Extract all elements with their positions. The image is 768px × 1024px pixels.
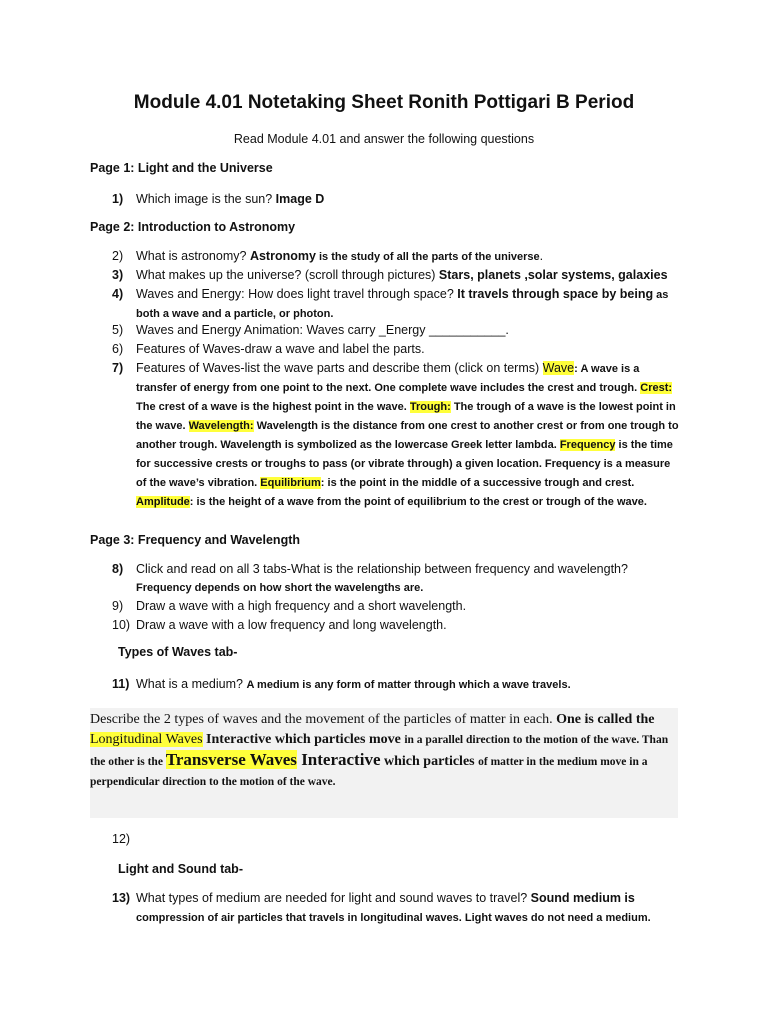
describe-wave-types xyxy=(90,710,682,792)
answer-text: Image D xyxy=(275,192,325,206)
question-text: Features of Waves-list the wave parts and describe them (click on terms) xyxy=(136,361,543,375)
question-number: 9) xyxy=(112,599,124,613)
describe-answer-part: which particles xyxy=(380,754,479,769)
question-text: What is a medium? xyxy=(136,677,247,691)
def-frequency: is the time for successive crests or troughs to pass (or vibrate through) a given location. Frequency is a measure of the wave’s vibration. xyxy=(136,439,673,489)
describe-prompt: Describe the 2 types of waves and the movement of the particles of matter in each. xyxy=(90,712,557,727)
page-title: Module 4.01 Notetaking Sheet Ronith Pottigari B Period xyxy=(133,92,635,113)
question-text: Click and read on all 3 tabs-What is the relationship between frequency and wavelength? xyxy=(136,562,628,576)
question-text: What makes up the universe? (scroll through pictures) xyxy=(136,268,439,282)
section-heading-page2: Page 2: Introduction to Astronomy xyxy=(90,220,296,234)
term-frequency: Frequency xyxy=(559,439,616,451)
answer-text-small: as both a wave and a particle, or photon. xyxy=(136,289,669,320)
answer-text: It travels through space by being xyxy=(457,287,654,301)
question-number: 10) xyxy=(112,618,131,632)
describe-answer-part: One is called the xyxy=(556,712,655,727)
term-wave: Wave xyxy=(542,361,575,375)
answer-text: is the study of all the parts of the universe xyxy=(315,251,540,263)
def-crest: The crest of a wave is the highest point in the wave. xyxy=(136,401,410,413)
question-number: 1) xyxy=(112,192,124,206)
question-text: Waves and Energy Animation: Waves carry _Energy ___________. xyxy=(136,323,509,337)
question-number: 2) xyxy=(112,249,124,263)
answer-keyword: Astronomy xyxy=(249,249,316,263)
term-wavelength: Wavelength: xyxy=(188,420,254,432)
answer-text: A medium is any form of matter through which a wave travels. xyxy=(246,679,571,691)
def-wave: : A wave is a transfer of energy from one point to the next. One complete wave includes the crest and trough. xyxy=(136,363,641,394)
question-13 xyxy=(112,889,682,927)
term-equilibrium: Equilibrium xyxy=(260,477,321,489)
describe-answer-part: in a parallel direction to the motion of the wave. Than the other is the xyxy=(90,734,669,768)
question-number: 6) xyxy=(112,342,124,356)
question-number: 7) xyxy=(112,361,124,375)
question-3 xyxy=(112,266,682,284)
types-of-waves-tab-label: Types of Waves tab- xyxy=(118,645,238,659)
question-10 xyxy=(112,616,682,634)
question-number: 8) xyxy=(112,562,124,576)
describe-answer-part: Interactive which particles move xyxy=(202,732,405,747)
section-heading-page3: Page 3: Frequency and Wavelength xyxy=(90,533,301,547)
term-amplitude: Amplitude xyxy=(136,496,190,508)
term-trough: Trough: xyxy=(409,401,451,413)
question-4 xyxy=(112,285,682,323)
term-crest: Crest: xyxy=(640,382,673,394)
question-number: 11) xyxy=(112,677,130,691)
question-number: 4) xyxy=(112,287,124,301)
question-7 xyxy=(112,359,682,511)
answer-end: . xyxy=(539,249,544,263)
question-1 xyxy=(112,190,682,208)
describe-answer-part: Interactive xyxy=(296,750,381,769)
def-trough: The trough of a wave is the lowest point in the wave. xyxy=(136,401,676,432)
question-5 xyxy=(112,321,682,339)
question-number: 13) xyxy=(112,891,131,905)
light-and-sound-tab-label: Light and Sound tab- xyxy=(118,862,243,876)
question-11 xyxy=(112,675,682,694)
answer-text: Stars, planets ,solar systems, galaxies xyxy=(438,268,668,282)
answer-text: Sound medium is xyxy=(530,891,635,905)
question-12: 12) xyxy=(112,832,131,846)
term-longitudinal-waves: Longitudinal Waves xyxy=(90,732,203,747)
def-equilibrium: : is the point in the middle of a successive trough and crest. xyxy=(320,477,635,489)
question-text: Draw a wave with a low frequency and long wavelength. xyxy=(136,618,447,632)
term-transverse-waves: Transverse Waves xyxy=(165,750,297,769)
question-6 xyxy=(112,340,682,358)
question-8 xyxy=(112,560,682,597)
question-text: Features of Waves-draw a wave and label the parts. xyxy=(136,342,425,356)
question-9 xyxy=(112,597,682,615)
question-text: Draw a wave with a high frequency and a short wavelength. xyxy=(136,599,467,613)
question-text: Which image is the sun? xyxy=(136,192,276,206)
question-number: 3) xyxy=(112,268,124,282)
question-text: What is astronomy? xyxy=(136,249,250,263)
page-subtitle: Read Module 4.01 and answer the following questions xyxy=(233,132,535,146)
section-heading-page1: Page 1: Light and the Universe xyxy=(90,161,273,175)
answer-text-small: compression of air particles that travels in longitudinal waves. Light waves do not need a medium. xyxy=(136,912,651,924)
def-wavelength: Wavelength is the distance from one crest to another crest or from one trough to another trough. Wavelength is symbolized as the lowercase Greek letter lambda. xyxy=(136,420,679,451)
question-2 xyxy=(112,247,682,266)
def-amplitude: : is the height of a wave from the point of equilibrium to the crest or trough of the wave. xyxy=(189,496,647,508)
question-text: Waves and Energy: How does light travel through space? xyxy=(136,287,458,301)
describe-answer-part: of matter in the medium move in a perpendicular direction to the motion of the wave. xyxy=(90,756,648,788)
question-number: 5) xyxy=(112,323,124,337)
answer-text: Frequency depends on how short the wavelengths are. xyxy=(136,582,424,594)
question-text: What types of medium are needed for light and sound waves to travel? xyxy=(136,891,531,905)
